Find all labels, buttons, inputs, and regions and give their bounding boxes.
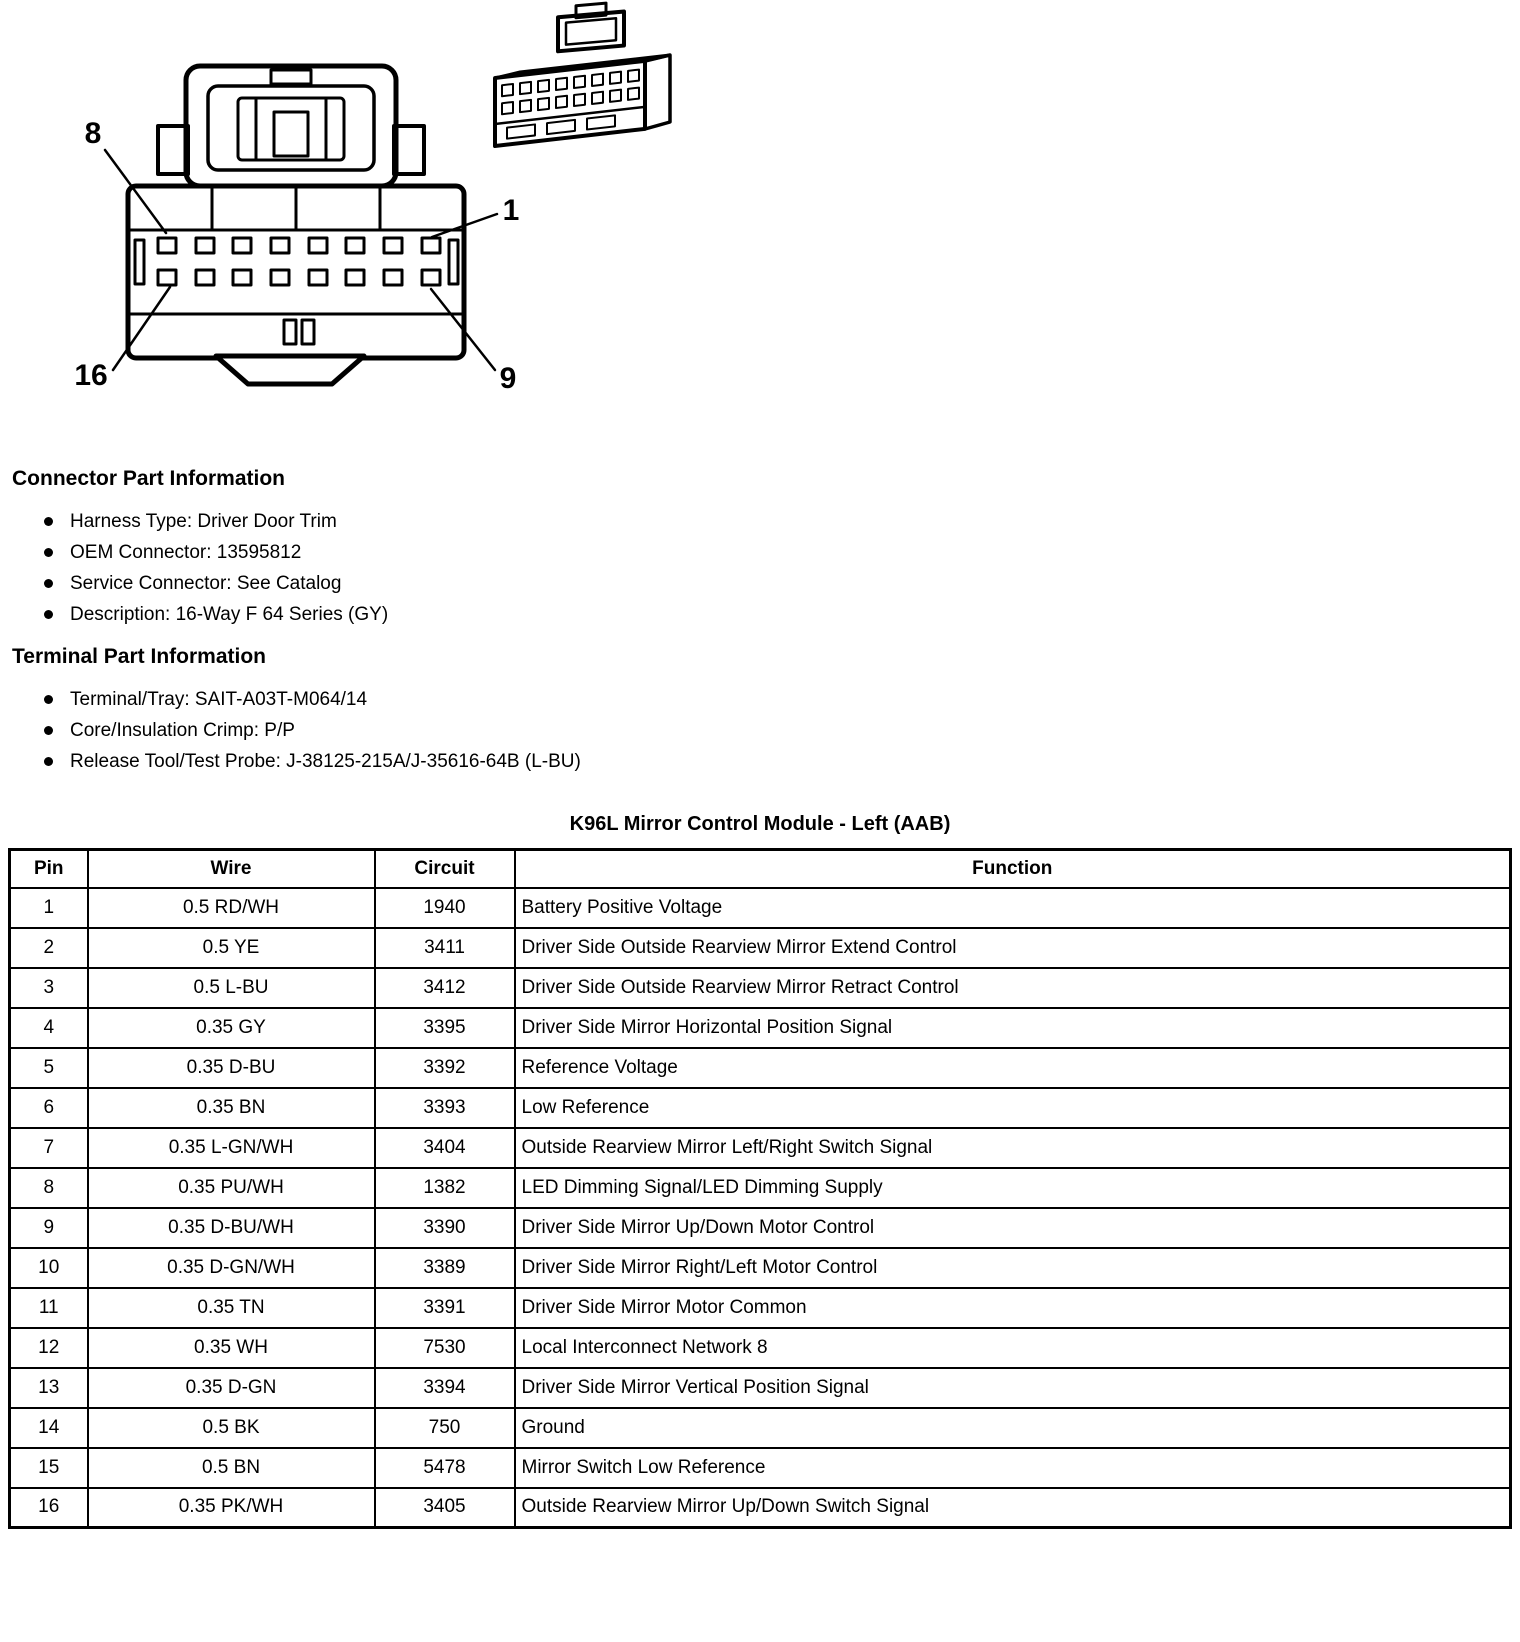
function-cell: Driver Side Outside Rearview Mirror Retract Control — [515, 968, 1511, 1008]
circuit-cell: 750 — [375, 1408, 515, 1448]
function-cell: Outside Rearview Mirror Left/Right Switch Signal — [515, 1128, 1511, 1168]
circuit-cell: 3394 — [375, 1368, 515, 1408]
connector-diagram — [8, 0, 1512, 452]
table-row — [10, 1208, 1511, 1248]
list-item: Harness Type: Driver Door Trim — [8, 506, 1512, 537]
wire-cell: 0.35 D-BU/WH — [88, 1208, 375, 1248]
circuit-cell: 5478 — [375, 1448, 515, 1488]
function-cell: Driver Side Outside Rearview Mirror Extend Control — [515, 928, 1511, 968]
list-item: OEM Connector: 13595812 — [8, 537, 1512, 568]
table-row — [10, 1408, 1511, 1448]
circuit-cell: 3392 — [375, 1048, 515, 1088]
wire-cell: 0.5 L-BU — [88, 968, 375, 1008]
connector-diagram-svg — [8, 0, 728, 452]
table-row — [10, 1128, 1511, 1168]
column-header-function: Function — [515, 850, 1511, 888]
pinout-table-body — [10, 888, 1511, 1528]
wire-cell: 0.35 PU/WH — [88, 1168, 375, 1208]
circuit-cell: 3395 — [375, 1008, 515, 1048]
table-row — [10, 1368, 1511, 1408]
pinout-table-header — [10, 850, 1511, 888]
pin-cell: 10 — [10, 1248, 88, 1288]
pin-label-8: 8 — [84, 117, 102, 150]
table-row — [10, 1008, 1511, 1048]
pin-cell: 12 — [10, 1328, 88, 1368]
table-title: K96L Mirror Control Module - Left (AAB) — [569, 813, 951, 835]
wire-cell: 0.5 YE — [88, 928, 375, 968]
list-item: Release Tool/Test Probe: J-38125-215A/J-35616-64B (L-BU) — [8, 746, 1512, 777]
wire-cell: 0.35 GY — [88, 1008, 375, 1048]
circuit-cell: 7530 — [375, 1328, 515, 1368]
table-row — [10, 1248, 1511, 1288]
pin-cell: 7 — [10, 1128, 88, 1168]
wire-cell: 0.35 WH — [88, 1328, 375, 1368]
wire-cell: 0.35 D-GN/WH — [88, 1248, 375, 1288]
circuit-cell: 3412 — [375, 968, 515, 1008]
circuit-cell: 1382 — [375, 1168, 515, 1208]
connector-info-heading: Connector Part Information — [12, 467, 286, 490]
table-row — [10, 1168, 1511, 1208]
function-cell: Reference Voltage — [515, 1048, 1511, 1088]
wire-cell: 0.35 TN — [88, 1288, 375, 1328]
function-cell: Ground — [515, 1408, 1511, 1448]
circuit-cell: 3411 — [375, 928, 515, 968]
pin-label-9: 9 — [499, 362, 517, 395]
function-cell: Driver Side Mirror Motor Common — [515, 1288, 1511, 1328]
circuit-cell: 3393 — [375, 1088, 515, 1128]
wire-cell: 0.35 BN — [88, 1088, 375, 1128]
wire-cell: 0.5 RD/WH — [88, 888, 375, 928]
list-item: Terminal/Tray: SAIT-A03T-M064/14 — [8, 684, 1512, 715]
pin-cell: 8 — [10, 1168, 88, 1208]
circuit-cell: 3390 — [375, 1208, 515, 1248]
function-cell: Driver Side Mirror Right/Left Motor Control — [515, 1248, 1511, 1288]
function-cell: Local Interconnect Network 8 — [515, 1328, 1511, 1368]
function-cell: Battery Positive Voltage — [515, 888, 1511, 928]
column-header-pin: Pin — [10, 850, 88, 888]
connector-3d-view — [495, 2, 670, 146]
list-item: Core/Insulation Crimp: P/P — [8, 715, 1512, 746]
table-row — [10, 888, 1511, 928]
list-item: Service Connector: See Catalog — [8, 568, 1512, 599]
circuit-cell: 3389 — [375, 1248, 515, 1288]
wire-cell: 0.35 D-GN — [88, 1368, 375, 1408]
wire-cell: 0.35 L-GN/WH — [88, 1128, 375, 1168]
pin-cell: 1 — [10, 888, 88, 928]
circuit-cell: 3391 — [375, 1288, 515, 1328]
wire-cell: 0.5 BK — [88, 1408, 375, 1448]
pin-cell: 3 — [10, 968, 88, 1008]
wire-cell: 0.5 BN — [88, 1448, 375, 1488]
pin-row-top — [158, 238, 440, 253]
pin-cell: 5 — [10, 1048, 88, 1088]
pin-cell: 11 — [10, 1288, 88, 1328]
function-cell: Outside Rearview Mirror Up/Down Switch Signal — [515, 1488, 1511, 1528]
pin-cell: 16 — [10, 1488, 88, 1528]
wire-cell: 0.35 D-BU — [88, 1048, 375, 1088]
circuit-cell: 3404 — [375, 1128, 515, 1168]
table-row — [10, 1448, 1511, 1488]
table-row — [10, 928, 1511, 968]
pin-label-1: 1 — [502, 194, 520, 227]
column-header-wire: Wire — [88, 850, 375, 888]
table-row — [10, 1488, 1511, 1528]
function-cell: Driver Side Mirror Horizontal Position Signal — [515, 1008, 1511, 1048]
column-header-circuit: Circuit — [375, 850, 515, 888]
function-cell: Driver Side Mirror Up/Down Motor Control — [515, 1208, 1511, 1248]
circuit-cell: 1940 — [375, 888, 515, 928]
terminal-info-heading: Terminal Part Information — [12, 645, 266, 668]
pin-cell: 9 — [10, 1208, 88, 1248]
table-row — [10, 1048, 1511, 1088]
header-row — [10, 850, 1511, 888]
pin-cell: 14 — [10, 1408, 88, 1448]
terminal-info-list — [8, 684, 1512, 777]
pin-cell: 4 — [10, 1008, 88, 1048]
connector-front-view — [128, 66, 464, 384]
wire-cell: 0.35 PK/WH — [88, 1488, 375, 1528]
table-row — [10, 1288, 1511, 1328]
function-cell: Low Reference — [515, 1088, 1511, 1128]
circuit-cell: 3405 — [375, 1488, 515, 1528]
table-row — [10, 1088, 1511, 1128]
table-row — [10, 968, 1511, 1008]
function-cell: LED Dimming Signal/LED Dimming Supply — [515, 1168, 1511, 1208]
pin-row-bottom — [158, 270, 440, 285]
pinout-table — [8, 848, 1512, 1529]
function-cell: Mirror Switch Low Reference — [515, 1448, 1511, 1488]
function-cell: Driver Side Mirror Vertical Position Signal — [515, 1368, 1511, 1408]
pin-cell: 6 — [10, 1088, 88, 1128]
pin-cell: 15 — [10, 1448, 88, 1488]
pin-label-16: 16 — [74, 359, 108, 392]
connector-info-list — [8, 506, 1512, 630]
table-row — [10, 1328, 1511, 1368]
list-item: Description: 16-Way F 64 Series (GY) — [8, 599, 1512, 630]
pin-cell: 2 — [10, 928, 88, 968]
pin-cell: 13 — [10, 1368, 88, 1408]
